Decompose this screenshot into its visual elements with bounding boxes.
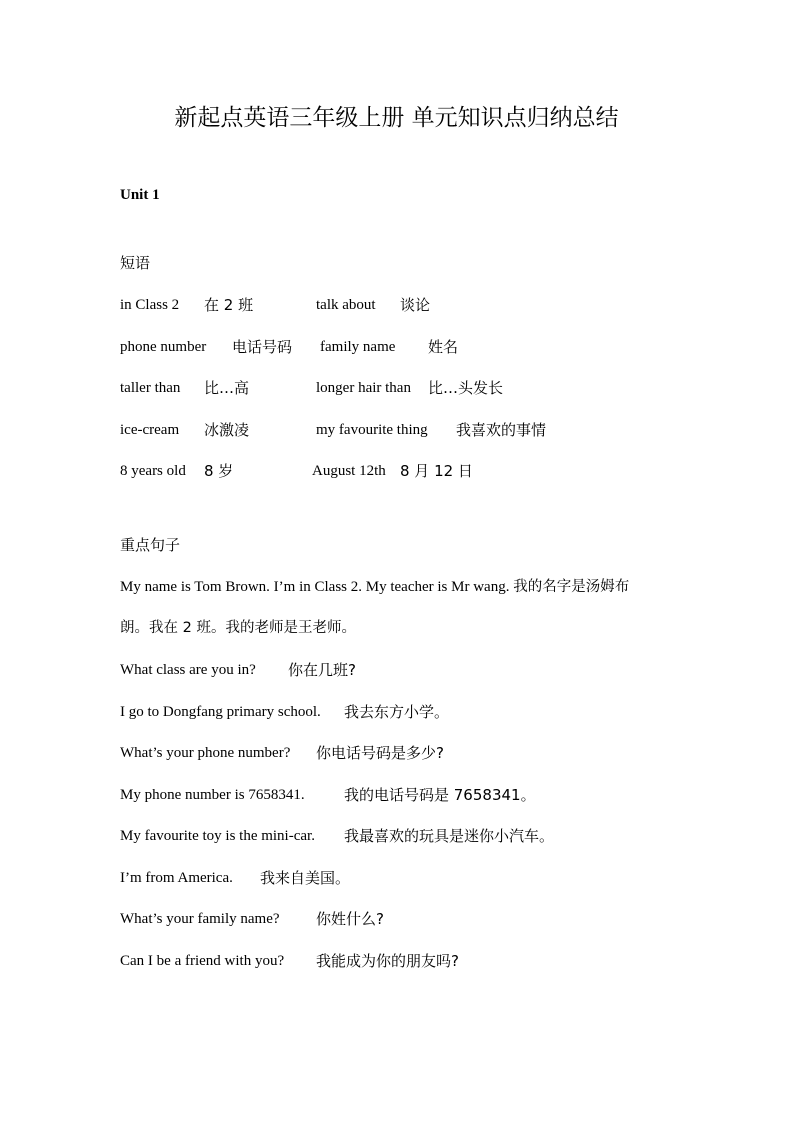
- phrase-zh: 比…高: [204, 379, 250, 397]
- sentence-zh: 你在几班?: [288, 661, 356, 679]
- sentence-zh: 我的名字是汤姆布: [513, 579, 630, 595]
- phrase-zh: 冰激凌: [204, 421, 250, 439]
- unit-heading: Unit 1: [120, 187, 160, 203]
- sentence-row: [120, 577, 680, 597]
- phrase-en: August 12th: [312, 463, 386, 479]
- phrase-zh: 8 岁: [204, 462, 234, 480]
- phrase-en: talk about: [316, 297, 376, 313]
- sentence-zh: 我来自美国。: [260, 869, 351, 887]
- sentence-zh: 我去东方小学。: [344, 703, 450, 721]
- phrase-zh: 在 2 班: [204, 296, 254, 314]
- sentence-zh: 我的电话号码是 7658341。: [344, 786, 536, 804]
- phrase-zh: 电话号码: [232, 338, 293, 356]
- sentence-en: What’s your family name?: [120, 911, 280, 927]
- phrase-zh: 我喜欢的事情: [456, 421, 547, 439]
- phrase-zh: 8 月 12 日: [400, 462, 473, 480]
- sentence-en: I go to Dongfang primary school.: [120, 704, 321, 720]
- phrase-en: longer hair than: [316, 380, 411, 396]
- sentence-row-continued: [120, 618, 680, 638]
- sentence-en: What’s your phone number?: [120, 745, 291, 761]
- phrases-heading: 短语: [120, 254, 151, 272]
- sentence-en: My phone number is 7658341.: [120, 787, 305, 803]
- phrase-zh: 谈论: [400, 296, 431, 314]
- sentence-zh: 你电话号码是多少?: [316, 744, 444, 762]
- sentence-en: My favourite toy is the mini-car.: [120, 828, 315, 844]
- sentence-en: My name is Tom Brown. I’m in Class 2. My teacher is Mr wang.: [120, 579, 514, 595]
- sentence-en: Can I be a friend with you?: [120, 953, 285, 969]
- phrase-en: taller than: [120, 380, 181, 396]
- document-title: 新起点英语三年级上册 单元知识点归纳总结: [174, 105, 619, 131]
- sentence-en: What class are you in?: [120, 662, 256, 678]
- sentence-zh: 我最喜欢的玩具是迷你小汽车。: [344, 827, 555, 845]
- phrase-en: ice-cream: [120, 422, 180, 438]
- sentence-zh: 朗。我在 2 班。我的老师是王老师。: [120, 620, 356, 636]
- phrase-en: my favourite thing: [316, 422, 428, 438]
- phrase-en: in Class 2: [120, 297, 180, 313]
- phrase-zh: 比…头发长: [428, 379, 504, 397]
- phrase-en: 8 years old: [120, 463, 186, 479]
- sentence-zh: 我能成为你的朋友吗?: [316, 952, 459, 970]
- sentences-heading: 重点句子: [120, 536, 181, 554]
- phrase-en: family name: [320, 339, 396, 355]
- sentence-en: I’m from America.: [120, 870, 233, 886]
- phrase-zh: 姓名: [428, 338, 459, 356]
- sentence-zh: 你姓什么?: [316, 910, 384, 928]
- phrase-en: phone number: [120, 339, 207, 355]
